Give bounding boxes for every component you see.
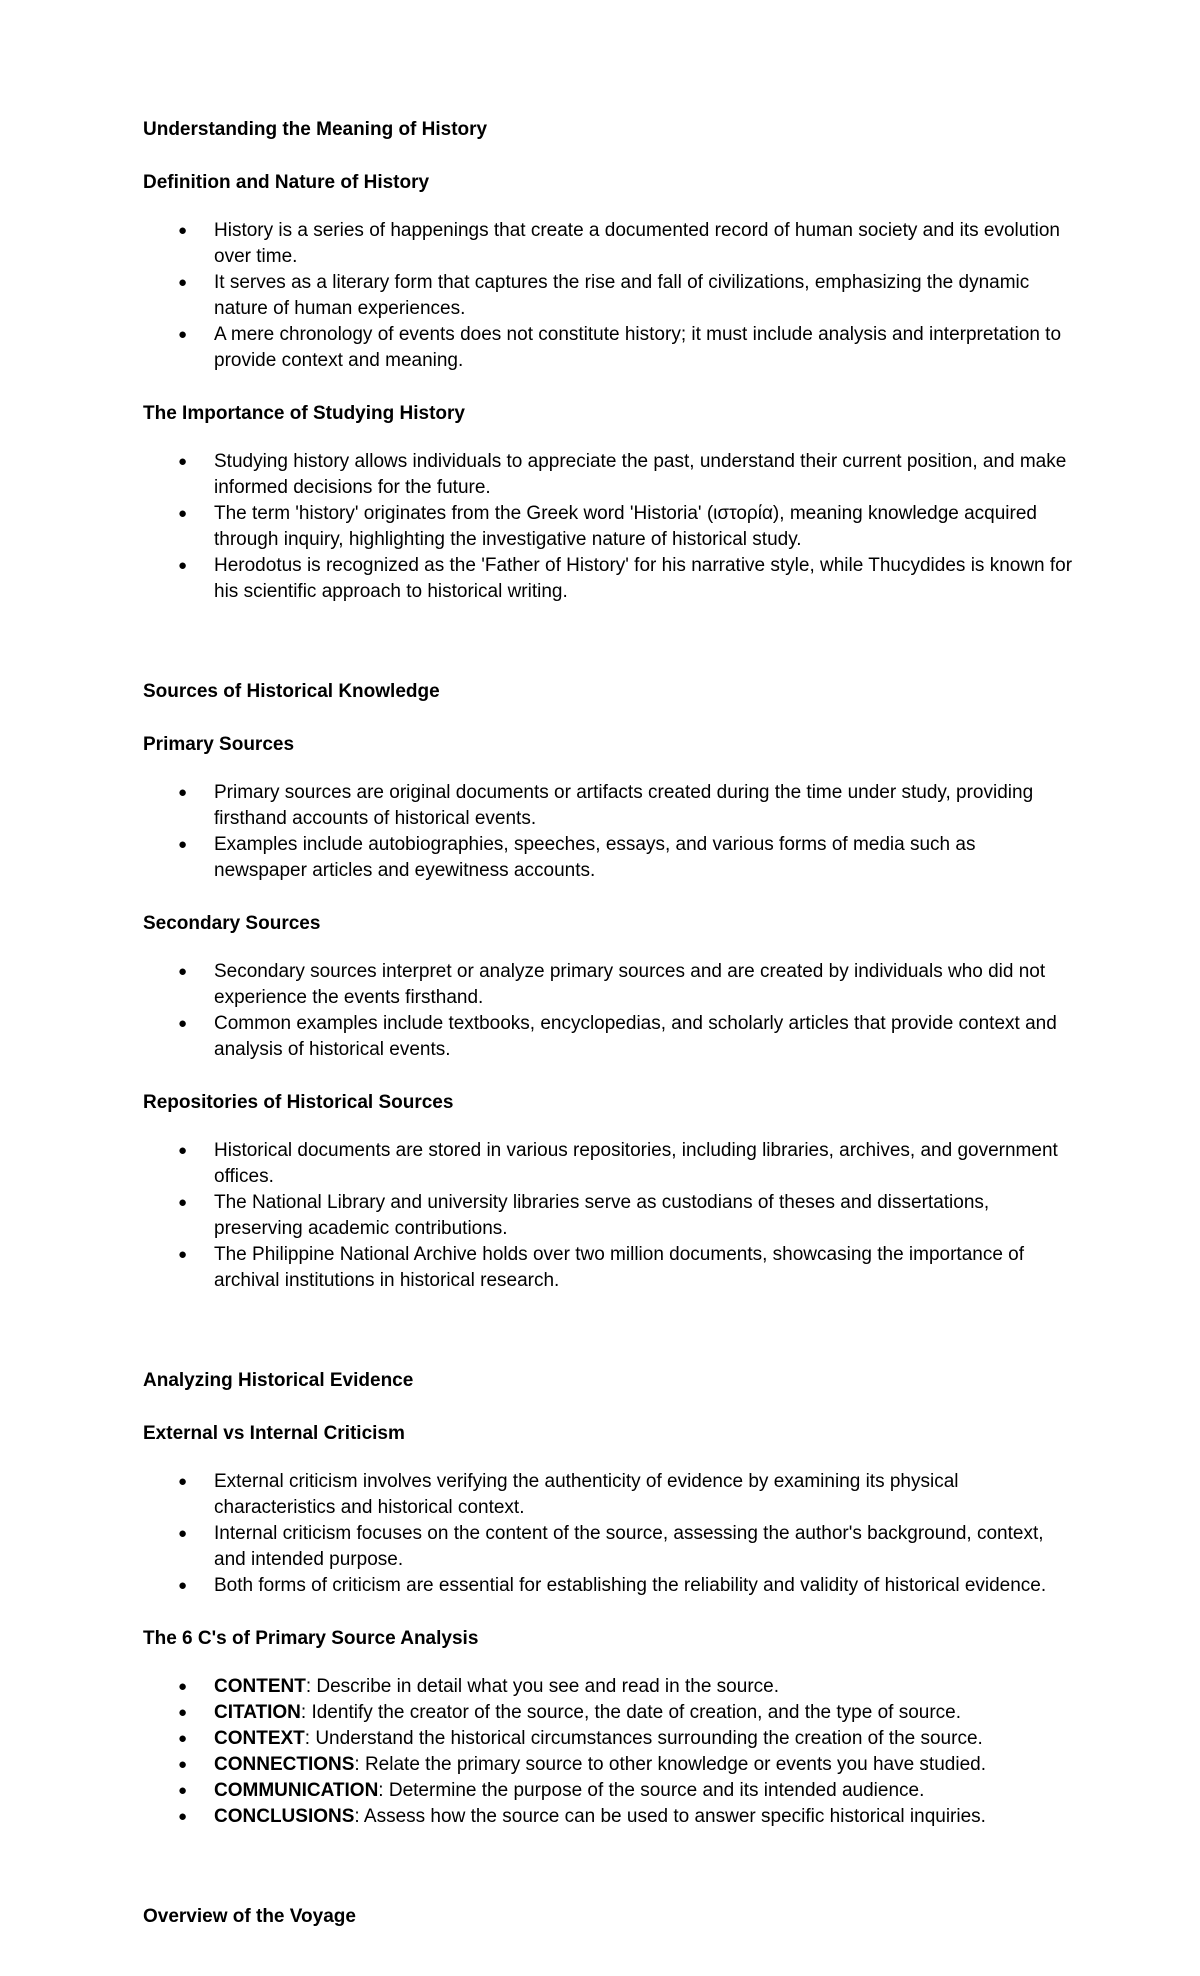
term-label: COMMUNICATION bbox=[214, 1780, 379, 1801]
bullet-icon: ● bbox=[178, 274, 188, 291]
list-item bbox=[143, 1726, 1073, 1752]
section-spacer bbox=[143, 1857, 1073, 1904]
list-item-text: The term 'history' originates from the Greek word 'Historia' (ιστορία), meaning knowledge acquired through inquiry, highlighting the investigative nature of historical study. bbox=[214, 503, 1037, 550]
list-item-text: Examples include autobiographies, speeches, essays, and various forms of media such as newspaper articles and eyewitness accounts. bbox=[214, 834, 976, 881]
bullet-icon: ● bbox=[178, 1730, 188, 1747]
term-label: CITATION bbox=[214, 1702, 301, 1723]
list-item-text: Common examples include textbooks, encyclopedias, and scholarly articles that provide context and analysis of historical events. bbox=[214, 1013, 1057, 1060]
list-item bbox=[143, 218, 1073, 270]
list-item bbox=[143, 1190, 1073, 1242]
list-item bbox=[143, 1469, 1073, 1521]
bullet-icon: ● bbox=[178, 1808, 188, 1825]
list-item-text: Studying history allows individuals to appreciate the past, understand their current position, and make informed decisions for the future. bbox=[214, 451, 1067, 498]
list-item bbox=[143, 1674, 1073, 1700]
list-item bbox=[143, 959, 1073, 1011]
list-item bbox=[143, 322, 1073, 374]
list-item bbox=[143, 1011, 1073, 1063]
bullet-icon: ● bbox=[178, 505, 188, 522]
importance-list bbox=[143, 449, 1073, 605]
bullet-icon: ● bbox=[178, 1704, 188, 1721]
section-spacer bbox=[143, 632, 1073, 679]
list-item bbox=[143, 1700, 1073, 1726]
bullet-icon: ● bbox=[178, 836, 188, 853]
bullet-icon: ● bbox=[178, 1678, 188, 1695]
bullet-icon: ● bbox=[178, 1246, 188, 1263]
heading-definition: Definition and Nature of History bbox=[143, 172, 430, 193]
list-item-text: Both forms of criticism are essential for establishing the reliability and validity of historical evidence. bbox=[214, 1575, 1047, 1596]
term-description: : Describe in detail what you see and read in the source. bbox=[305, 1676, 779, 1697]
bullet-icon: ● bbox=[178, 557, 188, 574]
list-item bbox=[143, 1242, 1073, 1294]
document-body bbox=[143, 117, 1073, 1930]
bullet-icon: ● bbox=[178, 784, 188, 801]
heading-secondary-sources: Secondary Sources bbox=[143, 913, 321, 934]
heading-voyage: Overview of the Voyage bbox=[143, 1906, 356, 1927]
list-item bbox=[143, 1573, 1073, 1599]
heading-criticism: External vs Internal Criticism bbox=[143, 1423, 405, 1444]
term-description: : Relate the primary source to other knowledge or events you have studied. bbox=[354, 1754, 986, 1775]
term-description: : Identify the creator of the source, the date of creation, and the type of source. bbox=[300, 1702, 962, 1723]
term-label: CONCLUSIONS bbox=[214, 1806, 355, 1827]
bullet-icon: ● bbox=[178, 1525, 188, 1542]
term-label: CONTEXT bbox=[214, 1728, 305, 1749]
list-item-text: History is a series of happenings that create a documented record of human society and its evolution over time. bbox=[214, 220, 1060, 267]
list-item bbox=[143, 1804, 1073, 1830]
bullet-icon: ● bbox=[178, 1782, 188, 1799]
heading-repositories: Repositories of Historical Sources bbox=[143, 1092, 454, 1113]
bullet-icon: ● bbox=[178, 326, 188, 343]
heading-sources-section: Sources of Historical Knowledge bbox=[143, 681, 440, 702]
bullet-icon: ● bbox=[178, 1577, 188, 1594]
list-item bbox=[143, 501, 1073, 553]
list-item-text: Internal criticism focuses on the content of the source, assessing the author's background, context, and intended purpose. bbox=[214, 1523, 1044, 1570]
list-item bbox=[143, 1752, 1073, 1778]
list-item bbox=[143, 270, 1073, 322]
bullet-icon: ● bbox=[178, 1015, 188, 1032]
criticism-list bbox=[143, 1469, 1073, 1599]
list-item-text: Primary sources are original documents or artifacts created during the time under study, providing firsthand accounts of historical events. bbox=[214, 782, 1034, 829]
heading-importance: The Importance of Studying History bbox=[143, 403, 465, 424]
list-item-text: It serves as a literary form that captures the rise and fall of civilizations, emphasizing the dynamic nature of human experiences. bbox=[214, 272, 1030, 319]
list-item-text: Herodotus is recognized as the 'Father of History' for his narrative style, while Thucydides is known for his scientific approach to historical writing. bbox=[214, 555, 1073, 602]
bullet-icon: ● bbox=[178, 222, 188, 239]
list-item-text: External criticism involves verifying the authenticity of evidence by examining its physical characteristics and historical context. bbox=[214, 1471, 959, 1518]
term-label: CONNECTIONS bbox=[214, 1754, 355, 1775]
term-description: : Assess how the source can be used to answer specific historical inquiries. bbox=[354, 1806, 986, 1827]
list-item-text: A mere chronology of events does not constitute history; it must include analysis and interpretation to provide context and meaning. bbox=[214, 324, 1062, 371]
list-item bbox=[143, 1138, 1073, 1190]
bullet-icon: ● bbox=[178, 1473, 188, 1490]
definition-list bbox=[143, 218, 1073, 374]
document-title: Understanding the Meaning of History bbox=[143, 119, 488, 140]
bullet-icon: ● bbox=[178, 1194, 188, 1211]
list-item bbox=[143, 780, 1073, 832]
secondary-sources-list bbox=[143, 959, 1073, 1063]
term-label: CONTENT bbox=[214, 1676, 306, 1697]
bullet-icon: ● bbox=[178, 453, 188, 470]
term-description: : Understand the historical circumstances surrounding the creation of the source. bbox=[304, 1728, 983, 1749]
bullet-icon: ● bbox=[178, 1142, 188, 1159]
primary-sources-list bbox=[143, 780, 1073, 884]
list-item-text: The National Library and university libraries serve as custodians of theses and dissertations, preserving academic contributions. bbox=[214, 1192, 990, 1239]
list-item bbox=[143, 553, 1073, 605]
bullet-icon: ● bbox=[178, 963, 188, 980]
list-item bbox=[143, 1778, 1073, 1804]
six-cs-list bbox=[143, 1674, 1073, 1830]
term-description: : Determine the purpose of the source and its intended audience. bbox=[378, 1780, 925, 1801]
repositories-list bbox=[143, 1138, 1073, 1294]
list-item bbox=[143, 832, 1073, 884]
section-spacer bbox=[143, 1321, 1073, 1368]
list-item bbox=[143, 1521, 1073, 1573]
list-item-text: The Philippine National Archive holds over two million documents, showcasing the importance of archival institutions in historical research. bbox=[214, 1244, 1025, 1291]
list-item-text: Historical documents are stored in various repositories, including libraries, archives, and government offices. bbox=[214, 1140, 1058, 1187]
heading-primary-sources: Primary Sources bbox=[143, 734, 295, 755]
heading-six-cs: The 6 C's of Primary Source Analysis bbox=[143, 1628, 479, 1649]
list-item-text: Secondary sources interpret or analyze primary sources and are created by individuals who did not experience the events firsthand. bbox=[214, 961, 1046, 1008]
heading-analysis-section: Analyzing Historical Evidence bbox=[143, 1370, 414, 1391]
list-item bbox=[143, 449, 1073, 501]
bullet-icon: ● bbox=[178, 1756, 188, 1773]
